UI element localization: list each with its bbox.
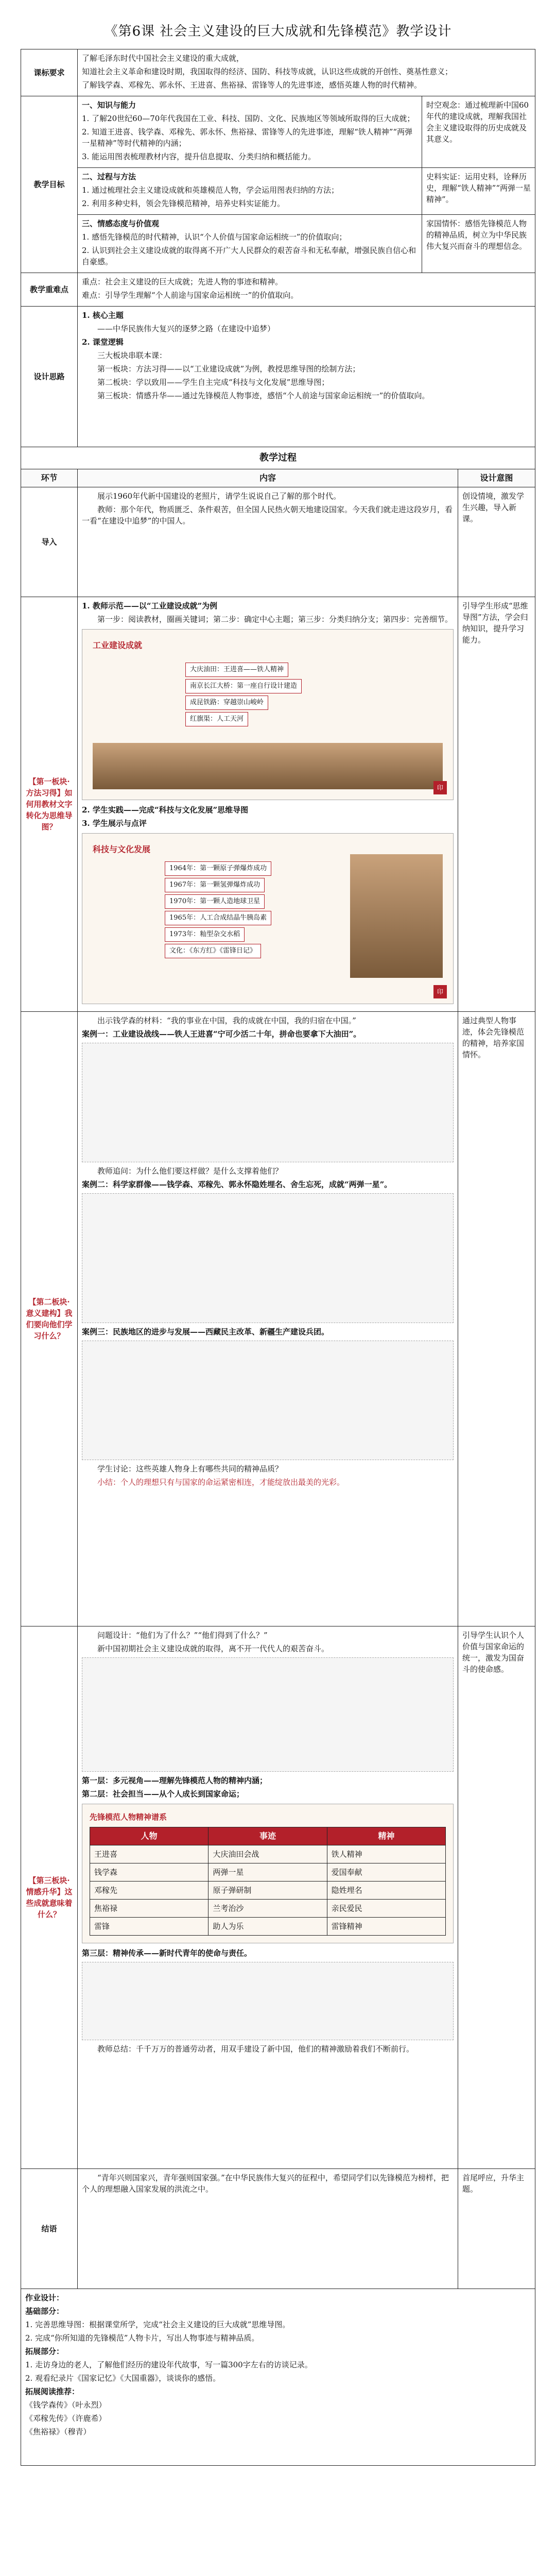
table-cell: 兰考治沙 [208, 1900, 327, 1918]
teaching-goal-label: 教学目标 [21, 96, 78, 273]
homework-base-label: 基础部分： [25, 2307, 64, 2316]
table-cell: 原子弹研制 [208, 1882, 327, 1900]
figure-branches [185, 660, 443, 728]
science-mindmap-figure [82, 833, 454, 1004]
block3-content [78, 1626, 458, 2169]
header-stage: 环节 [21, 469, 78, 487]
intro-content [78, 487, 458, 597]
table-cell: 亲民爱民 [327, 1900, 445, 1918]
block3-intent: 引导学生认识个人价值与国家命运的统一，激发为国奋斗的使命感。 [458, 1626, 535, 2169]
content-line: 第二层：社会担当——从个人成长到国家命运； [82, 1789, 245, 1799]
key-point: 重点：社会主义建设的巨大成就；先进人物的事迹和精神。 [82, 277, 283, 286]
goal-section [78, 96, 422, 168]
design-line: 三大板块串联本课： [97, 351, 167, 360]
factory-photo [93, 743, 443, 789]
mindmap-branch: 大庆油田：王进喜——铁人精神 [185, 663, 288, 677]
mindmap-branch: 红旗渠：人工天河 [185, 712, 248, 726]
goal-section [78, 215, 422, 273]
industry-mindmap-figure [82, 629, 454, 800]
table-cell: 铁人精神 [327, 1845, 445, 1863]
goal-literacy: 史料实证：运用史料，诠释历史，理解“铁人精神”“两弹一星精神”。 [422, 168, 535, 215]
homework-item: 2. 完成“你所知道的先锋模范”人物卡片，写出人物事迹与精神品质。 [25, 2333, 259, 2343]
key-points-text [78, 273, 535, 307]
goal-item: 2. 知道王进喜、钱学森、邓稼先、郭永怀、焦裕禄、雷锋等人的先进事迹，理解“铁人精神”“两弹一星精神”等时代精神的内涵； [82, 127, 413, 148]
reading-item: 《焦裕禄》（穆青） [25, 2427, 91, 2436]
process-table [21, 447, 535, 2466]
process-caption: 教学过程 [21, 447, 535, 469]
table-cell: 隐姓埋名 [327, 1882, 445, 1900]
stage-block-3: 【第三板块·情感升华】这些成就意味着什么？ [21, 1626, 78, 2169]
goal-section-title: 一、知识与能力 [82, 100, 136, 110]
table-cell: 焦裕禄 [90, 1900, 208, 1918]
document-title: 《第6课 社会主义建设的巨大成就和先锋模范》教学设计 [104, 24, 452, 39]
material-excerpt [82, 1341, 454, 1460]
table-cell: 大庆油田会战 [208, 1845, 327, 1863]
homework-label: 作业设计： [25, 2293, 64, 2302]
reading-item: 《邓稼先传》（许鹿希） [25, 2414, 107, 2423]
content-line: 案例二：科学家群像——钱学森、邓稼先、郭永怀隐姓埋名、舍生忘死，成就“两弹一星”。 [82, 1180, 392, 1189]
homework-item: 1. 走访身边的老人，了解他们经历的建设年代故事，写一篇300字左右的访谈记录。 [25, 2360, 312, 2369]
goal-item: 1. 感悟先锋模范的时代精神，认识“个人价值与国家命运相统一”的价值取向； [82, 232, 347, 242]
mindmap-branch: 1964年：第一颗原子弹爆炸成功 [165, 861, 271, 876]
header-content: 内容 [78, 469, 458, 487]
intro-intent: 创设情境，激发学生兴趣，导入新课。 [458, 487, 535, 597]
table-cell: 雷锋 [90, 1918, 208, 1936]
table-cell: 爱国奉献 [327, 1863, 445, 1882]
content-line: “青年兴则国家兴，青年强则国家强。”在中华民族伟大复兴的征程中，希望同学们以先锋模范为榜样，把个人的理想融入国家发展的洪流之中。 [82, 2173, 449, 2194]
design-line: 1. 核心主题 [82, 311, 124, 320]
course-standard-label: 课标要求 [21, 49, 78, 96]
figure-branches [165, 859, 340, 960]
mindmap-branch: 1965年：人工合成结晶牛胰岛素 [165, 911, 271, 925]
course-standard-text [78, 49, 535, 96]
design-line: 第二板块：学以致用——学生自主完成“科技与文化发展”思维导图； [97, 378, 329, 387]
seal-icon: 印 [433, 985, 447, 998]
design-line: ——中华民族伟大复兴的逐梦之路（在建设中追梦） [97, 324, 275, 333]
goal-item: 1. 通过梳理社会主义建设成就和英雄模范人物，学会运用图表归纳的方法； [82, 185, 339, 195]
difficult-point: 难点：引导学生理解“个人前途与国家命运相统一”的价值取向。 [82, 291, 299, 300]
content-line: 小结：个人的理想只有与国家的命运紧密相连，才能绽放出最美的光彩。 [97, 1478, 345, 1487]
figure-title: 先锋模范人物精神谱系 [90, 1812, 167, 1822]
content-line: 学生讨论：这些英雄人物身上有哪些共同的精神品质？ [97, 1464, 283, 1473]
reading-item: 《钱学森传》（叶永烈） [25, 2400, 107, 2410]
content-line: 第三层：精神传承——新时代青年的使命与责任。 [82, 1948, 252, 1958]
content-line: 案例一：工业建设战线——铁人王进喜“宁可少活二十年，拼命也要拿下大油田”。 [82, 1029, 361, 1039]
goal-section-title: 三、情感态度与价值观 [82, 219, 160, 228]
stage-block-1: 【第一板块·方法习得】如何用教材文字转化为思维导图？ [21, 597, 78, 1012]
content-line: 第一步：阅读教材，圈画关键词；第二步：确定中心主题；第三步：分类归纳分支；第四步：完善细节。 [97, 615, 453, 624]
homework-section [21, 2289, 535, 2466]
content-line: 问题设计：“他们为了什么？”“他们得到了什么？” [97, 1631, 268, 1640]
table-cell: 雷锋精神 [327, 1918, 445, 1936]
mindmap-branch: 成昆铁路：穿越崇山峻岭 [185, 696, 268, 710]
content-line: 1. 教师示范——以“工业建设成就”为例 [82, 601, 218, 611]
mindmap-branch: 1970年：第一颗人造地球卫星 [165, 894, 265, 909]
mindmap-branch: 1973年：籼型杂交水稻 [165, 927, 245, 942]
stage-conclusion: 结语 [21, 2169, 78, 2289]
block1-intent: 引导学生形成“思维导图”方法，学会归纳知识，提升学习能力。 [458, 597, 535, 1012]
material-excerpt [82, 1962, 454, 2040]
course-standard-line: 了解钱学森、邓稼先、郭永怀、王进喜、焦裕禄、雷锋等人的先进事迹，感悟英雄人物的时代精神。 [82, 80, 422, 90]
table-cell: 王进喜 [90, 1845, 208, 1863]
spirit-table [90, 1827, 446, 1936]
figure-title: 工业建设成就 [93, 640, 143, 650]
header-intent: 设计意图 [458, 469, 535, 487]
block2-intent: 通过典型人物事迹，体会先锋模范的精神，培养家国情怀。 [458, 1012, 535, 1626]
content-line: 展示1960年代新中国建设的老照片，请学生说说自己了解的那个时代。 [97, 492, 341, 501]
content-line: 出示钱学森的材料：“我的事业在中国，我的成就在中国，我的归宿在中国。” [97, 1016, 356, 1025]
design-line: 2. 课堂逻辑 [82, 337, 124, 347]
design-line: 第三板块：情感升华——通过先锋模范人物事迹，感悟“个人前途与国家命运相统一”的价值取向。 [97, 391, 430, 400]
content-line: 新中国初期社会主义建设成就的取得，离不开一代代人的艰苦奋斗。 [97, 1644, 329, 1653]
design-line: 第一板块：方法习得——以“工业建设成就”为例，教授思维导图的绘制方法； [97, 364, 360, 374]
goal-item: 1. 了解20世纪60—70年代我国在工业、科技、国防、文化、民族地区等领域所取得的巨大成就； [82, 114, 415, 123]
content-line: 3. 学生展示与点评 [82, 819, 147, 828]
spirit-col-header: 人物 [90, 1827, 208, 1845]
conclusion-content [78, 2169, 458, 2289]
goal-item: 2. 利用多种史料，领会先锋模范精神，培养史料实证能力。 [82, 199, 285, 208]
table-cell: 两弹一星 [208, 1863, 327, 1882]
content-line: 第一层：多元视角——理解先锋模范人物的精神内涵； [82, 1776, 268, 1785]
table-cell: 助人为乐 [208, 1918, 327, 1936]
material-excerpt [82, 1657, 454, 1772]
info-table [21, 49, 535, 447]
homework-item: 2. 观看纪录片《国家记忆》《大国重器》，谈谈你的感悟。 [25, 2374, 221, 2383]
stage-block-2: 【第二板块·意义建构】我们要向他们学习什么？ [21, 1012, 78, 1626]
material-excerpt [82, 1043, 454, 1162]
figure-title: 科技与文化发展 [93, 844, 151, 854]
block2-content [78, 1012, 458, 1626]
reading-label: 拓展阅读推荐： [25, 2387, 80, 2396]
key-points-label: 教学重难点 [21, 273, 78, 307]
mindmap-branch: 南京长江大桥：第一座自行设计建造 [185, 679, 302, 693]
design-label: 设计思路 [21, 307, 78, 447]
mindmap-branch: 文化：《东方红》《雷锋日记》 [165, 944, 261, 958]
content-line: 教师：那个年代，物质匮乏、条件艰苦，但全国人民热火朝天地建设国家。今天我们就走进这段岁月，看一看“在建设中追梦”的中国人。 [82, 505, 453, 526]
goal-literacy: 家国情怀：感悟先锋模范人物的精神品质，树立为中华民族伟大复兴而奋斗的理想信念。 [422, 215, 535, 273]
goal-item: 2. 认识到社会主义建设成就的取得离不开广大人民群众的艰苦奋斗和无私奉献，增强民族自信心和自豪感。 [82, 246, 416, 266]
course-standard-line: 了解毛泽东时代中国社会主义建设的重大成就， [82, 54, 245, 63]
homework-item: 1. 完善思维导图：根据课堂所学，完成“社会主义建设的巨大成就”思维导图。 [25, 2320, 290, 2329]
homework-expand-label: 拓展部分： [25, 2347, 64, 2356]
block1-content [78, 597, 458, 1012]
spirit-col-header: 精神 [327, 1827, 445, 1845]
document-page [21, 0, 535, 2466]
goal-section-title: 二、过程与方法 [82, 172, 136, 181]
content-line: 案例三：民族地区的进步与发展——西藏民主改革、新疆生产建设兵团。 [82, 1327, 329, 1336]
content-line: 2. 学生实践——完成“科技与文化发展”思维导图 [82, 805, 249, 815]
goal-section [78, 168, 422, 215]
material-excerpt [82, 1193, 454, 1323]
conclusion-intent: 首尾呼应，升华主题。 [458, 2169, 535, 2289]
goal-item: 3. 能运用图表梳理教材内容，提升信息提取、分类归纳和概括能力。 [82, 152, 316, 161]
table-cell: 钱学森 [90, 1863, 208, 1882]
content-line: 教师总结：千千万万的普通劳动者，用双手建设了新中国，他们的精神激励着我们不断前行。 [97, 2044, 414, 2054]
spirit-table-figure [82, 1804, 454, 1943]
spirit-col-header: 事迹 [208, 1827, 327, 1845]
seal-icon: 印 [433, 781, 447, 794]
mindmap-branch: 1967年：第一颗氢弹爆炸成功 [165, 878, 265, 892]
stage-intro: 导入 [21, 487, 78, 597]
course-standard-line: 知道社会主义革命和建设时期，我国取得的经济、国防、科技等成就，认识这些成就的开创性、奠基性意义； [82, 67, 453, 76]
scientist-photo [350, 854, 443, 978]
goal-literacy: 时空观念：通过梳理新中国60年代的建设成就，理解我国社会主义建设取得的历史成就及其意义。 [422, 96, 535, 168]
table-cell: 邓稼先 [90, 1882, 208, 1900]
design-text [78, 307, 535, 447]
content-line: 教师追问：为什么他们要这样做？是什么支撑着他们？ [97, 1166, 283, 1176]
